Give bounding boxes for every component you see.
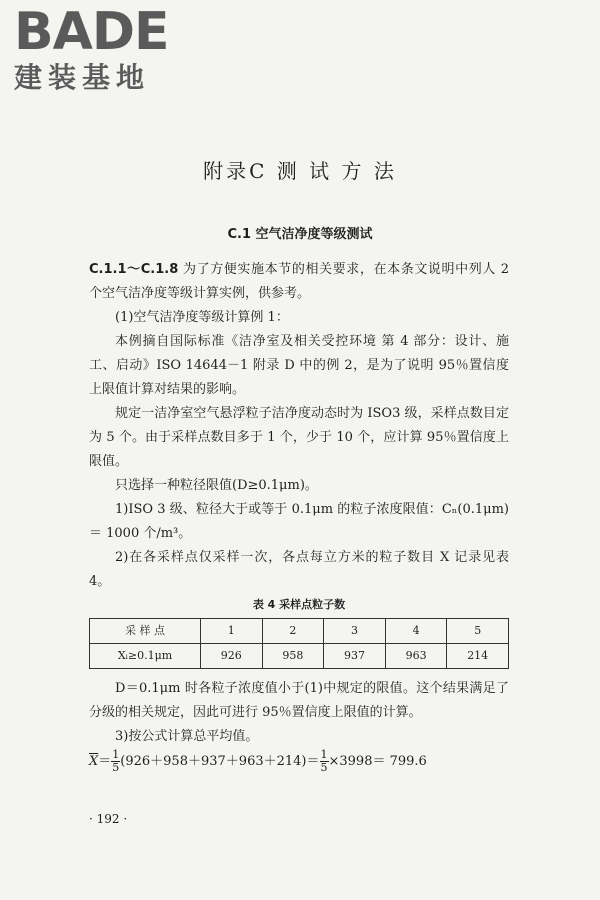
- formula-fraction-denominator: 5: [320, 761, 328, 774]
- formula-sum: (926＋958＋937＋963＋214)＝: [120, 754, 320, 769]
- table-header-label: 采 样 点: [90, 619, 201, 644]
- paragraph-select: 只选择一种粒径限值(D≥0.1μm)。: [115, 478, 318, 493]
- mean-formula: [89, 749, 509, 774]
- table-value: 958: [262, 644, 324, 669]
- page-number: · 192 ·: [89, 812, 128, 826]
- section-title: C.1 空气洁净度等级测试: [227, 227, 373, 242]
- table-point: 4: [385, 619, 447, 644]
- clause-paragraph: [89, 258, 509, 306]
- sampling-table: [89, 618, 509, 669]
- formula-result: ×3998＝ 799.6: [328, 754, 427, 769]
- formula-equals: ＝: [98, 754, 112, 769]
- table-point: 3: [324, 619, 386, 644]
- table-value: 926: [201, 644, 263, 669]
- formula-fraction-numerator: 1: [112, 748, 120, 761]
- formula-fraction-numerator: 1: [320, 748, 328, 761]
- clause-text: 为了方便实施本节的相关要求，在本条文说明中列人 2 个空气洁净度等级计算实例，供参考。: [89, 262, 509, 301]
- content: [89, 258, 509, 774]
- paragraph-step1: 1)ISO 3 级、粒径大于或等于 0.1μm 的粒子浓度限值：Cₙ(0.1μm)＝ 1000 个/m³。: [89, 502, 509, 541]
- appendix-title: 附录C 测 试 方 法: [203, 159, 397, 183]
- paragraph-result: D＝0.1μm 时各粒子浓度值小于(1)中规定的限值。这个结果满足了分级的相关规定，因此可进行 95％置信度上限值的计算。: [89, 681, 509, 720]
- table-point: 5: [447, 619, 509, 644]
- paragraph-source: 本例摘自国际标准《洁净室及相关受控环境 第 4 部分：设计、施工、启动》ISO 14644－1 附录 D 中的例 2，是为了说明 95％置信度上限值计算对结果的影响。: [89, 334, 509, 397]
- table-header-row: [90, 619, 509, 644]
- formula-mean-symbol: $\overline{X}$: [89, 754, 99, 769]
- example-title: (1)空气洁净度等级计算例 1：: [115, 310, 289, 325]
- paragraph-step3: 3)按公式计算总平均值。: [115, 729, 259, 744]
- table-value: 937: [324, 644, 386, 669]
- table-row: [90, 644, 509, 669]
- formula-fraction: [320, 749, 329, 774]
- formula-fraction: [111, 749, 120, 774]
- paragraph-rule: 规定一洁净室空气悬浮粒子洁净度动态时为 ISO3 级，采样点数目定为 5 个。由于采样点数目多于 1 个，少于 10 个，应计算 95％置信度上限值。: [89, 406, 509, 469]
- clause-number: C.1.1～C.1.8: [89, 262, 179, 277]
- table-point: 1: [201, 619, 263, 644]
- logo-brand: BADE: [14, 2, 169, 62]
- table-caption: 表 4 采样点粒子数: [252, 598, 346, 611]
- table-point: 2: [262, 619, 324, 644]
- logo-subtitle: 建装基地: [14, 61, 151, 94]
- table-value: 214: [447, 644, 509, 669]
- paragraph-step2: 2)在各采样点仅采样一次，各点每立方米的粒子数目 X 记录见表 4。: [89, 550, 509, 589]
- formula-fraction-denominator: 5: [112, 761, 120, 774]
- table-value: 963: [385, 644, 447, 669]
- logo: [14, 2, 184, 94]
- table-row-label: Xᵢ≥0.1μm: [90, 644, 201, 669]
